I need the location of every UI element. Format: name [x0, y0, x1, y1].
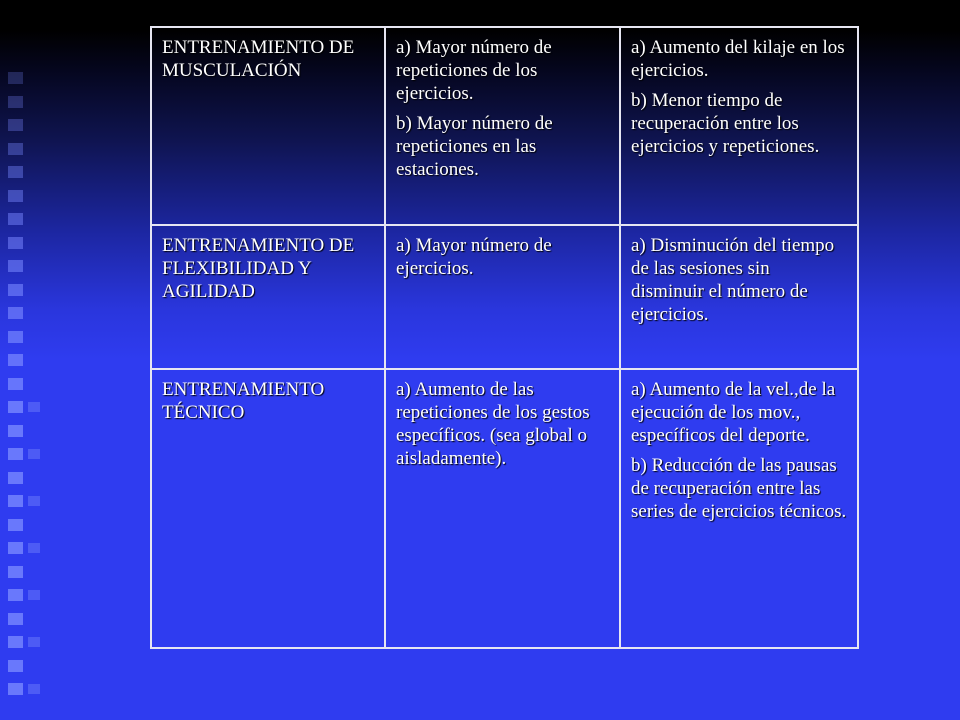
- decorative-square: [8, 237, 23, 249]
- list-item: b) Menor tiempo de recuperación entre los ejercicios y repeticiones.: [631, 90, 820, 157]
- category-cell: [151, 369, 385, 648]
- decorative-square: [8, 354, 23, 366]
- list-item: a) Aumento de las repeticiones de los gestos específicos. (sea global o aisladamente).: [396, 379, 590, 469]
- list-item: a) Aumento del kilaje en los ejercicios.: [631, 37, 845, 81]
- list-item: a) Mayor número de ejercicios.: [396, 235, 552, 279]
- category-label: ENTRENAMIENTO TÉCNICO: [162, 379, 325, 423]
- decorative-square: [8, 589, 23, 601]
- category-cell: [151, 27, 385, 225]
- decorative-square: [28, 637, 40, 647]
- indicator-cell: [620, 225, 858, 369]
- decorative-square: [28, 543, 40, 553]
- decorative-square: [8, 683, 23, 695]
- decorative-square: [8, 331, 23, 343]
- list-item: b) Reducción de las pausas de recuperación entre las series de ejercicios técnicos.: [631, 455, 847, 522]
- decorative-square: [8, 166, 23, 178]
- decorative-square: [8, 143, 23, 155]
- list-item: a) Mayor número de repeticiones de los ejercicios.: [396, 37, 552, 104]
- training-table: [150, 26, 859, 649]
- decorative-square: [8, 378, 23, 390]
- decorative-square: [8, 519, 23, 531]
- decorative-square: [8, 401, 23, 413]
- decorative-square: [8, 307, 23, 319]
- list-item: a) Disminución del tiempo de las sesiones sin disminuir el número de ejercicios.: [631, 235, 835, 325]
- decorative-square: [28, 402, 40, 412]
- table-row: [151, 225, 858, 369]
- decorative-square: [28, 496, 40, 506]
- indicator-cell: [620, 27, 858, 225]
- decorative-square: [8, 472, 23, 484]
- decorative-square: [28, 684, 40, 694]
- decorative-square: [8, 542, 23, 554]
- category-label: ENTRENAMIENTO DE FLEXIBILIDAD Y AGILIDAD: [162, 235, 355, 302]
- decorative-square: [8, 260, 23, 272]
- decorative-square: [8, 119, 23, 131]
- indicator-cell: [385, 27, 620, 225]
- decorative-square: [8, 425, 23, 437]
- decorative-square: [8, 636, 23, 648]
- category-cell: [151, 225, 385, 369]
- decorative-square-strip: [0, 0, 115, 720]
- category-label: ENTRENAMIENTO DE MUSCULACIÓN: [162, 37, 355, 81]
- indicator-cell: [385, 225, 620, 369]
- decorative-square: [8, 613, 23, 625]
- decorative-square: [8, 495, 23, 507]
- table-row: [151, 27, 858, 225]
- decorative-square: [8, 448, 23, 460]
- indicator-cell: [620, 369, 858, 648]
- decorative-square: [8, 72, 23, 84]
- decorative-square: [28, 590, 40, 600]
- decorative-square: [8, 660, 23, 672]
- decorative-square: [8, 284, 23, 296]
- indicator-cell: [385, 369, 620, 648]
- decorative-square: [28, 449, 40, 459]
- decorative-square: [8, 190, 23, 202]
- decorative-square: [8, 566, 23, 578]
- list-item: b) Mayor número de repeticiones en las estaciones.: [396, 113, 553, 180]
- table-row: [151, 369, 858, 648]
- list-item: a) Aumento de la vel.,de la ejecución de los mov., específicos del deporte.: [631, 379, 836, 446]
- decorative-square: [8, 213, 23, 225]
- decorative-square: [8, 96, 23, 108]
